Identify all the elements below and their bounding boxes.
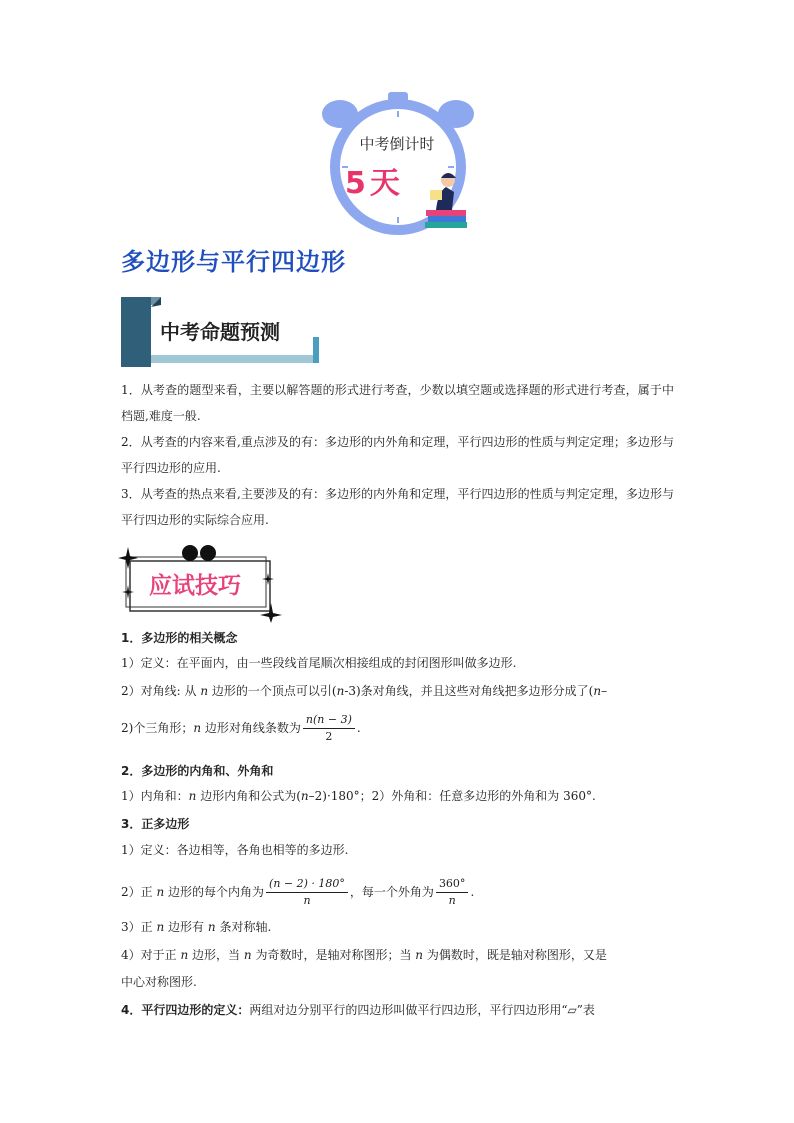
tips-heading-1: 1．多边形的相关概念 <box>121 631 238 645</box>
regular-polygon-angles: 2）正 n 边形的每个内角为 $\frac{(n - 2) \cdot 180^\circ}{n}$ ，每一个外角为 $\frac{360^\circ}{n}$ . <box>121 877 475 907</box>
days-number: 5 <box>345 166 366 201</box>
angle-sum-line: 1）内角和：n 边形内角和公式为(n–2)·180°；2）外角和：任意多边形的外角和为 360°. <box>121 789 596 803</box>
section-heading-prediction: 中考命题预测 <box>160 320 280 344</box>
exterior-angle-formula: $\frac{360^\circ}{n}$ <box>436 876 469 909</box>
prediction-item-2: 2．从考查的内容来看,重点涉及的有：多边形的内外角和定理，平行四边形的性质与判定定理；多边形与平行四边形的应用. <box>121 435 674 475</box>
regular-polygon-symmetry-2: 中心对称图形. <box>121 975 197 989</box>
regular-polygon-symmetry-1: 4）对于正 n 边形，当 n 为奇数时，是轴对称图形；当 n 为偶数时，既是轴对称图形，又是 <box>121 948 607 962</box>
tips-heading-2: 2．多边形的内角和、外角和 <box>121 764 274 778</box>
polygon-definition: 1）定义：在平面内，由一些段线首尾顺次相接组成的封闭图形叫做多边形. <box>121 656 517 670</box>
diagonal-formula: $\frac{n(n - 3)}{2}$ <box>303 712 355 745</box>
parallelogram-definition: 4．平行四边形的定义：两组对边分别平行的四边形叫做平行四边形，平行四边形用“▱”表 <box>121 1003 595 1017</box>
badge-days <box>345 158 425 202</box>
regular-polygon-definition: 1）定义：各边相等，各角也相等的多边形. <box>121 843 349 857</box>
prediction-item-1: 1．从考查的题型来看，主要以解答题的形式进行考查，少数以填空题或选择题的形式进行考查，属于中档题,难度一般. <box>121 383 674 423</box>
tips-heading-3: 3．正多边形 <box>121 817 190 831</box>
days-unit: 天 <box>369 166 400 201</box>
diagonal-line-1: 2）对角线: 从 n 边形的一个顶点可以引(n-3)条对角线，并且这些对角线把多边形分成了(n– <box>121 684 608 698</box>
badge-title: 中考倒计时 <box>359 135 435 153</box>
regular-polygon-axes: 3）正 n 边形有 n 条对称轴. <box>121 920 272 934</box>
diagonal-line-2: 2)个三角形；n 边形对角线条数为 $\frac{n(n - 3)}{2}$ . <box>121 713 361 743</box>
interior-angle-formula: $\frac{(n - 2) \cdot 180^\circ}{n}$ <box>266 876 348 909</box>
prediction-item-3: 3．从考查的热点来看,主要涉及的有：多边形的内外角和定理，平行四边形的性质与判定定理，多边形与平行四边形的实际综合应用. <box>121 487 674 527</box>
page-title: 多边形与平行四边形 <box>121 248 346 276</box>
section-heading-tips: 应试技巧 <box>149 573 241 599</box>
